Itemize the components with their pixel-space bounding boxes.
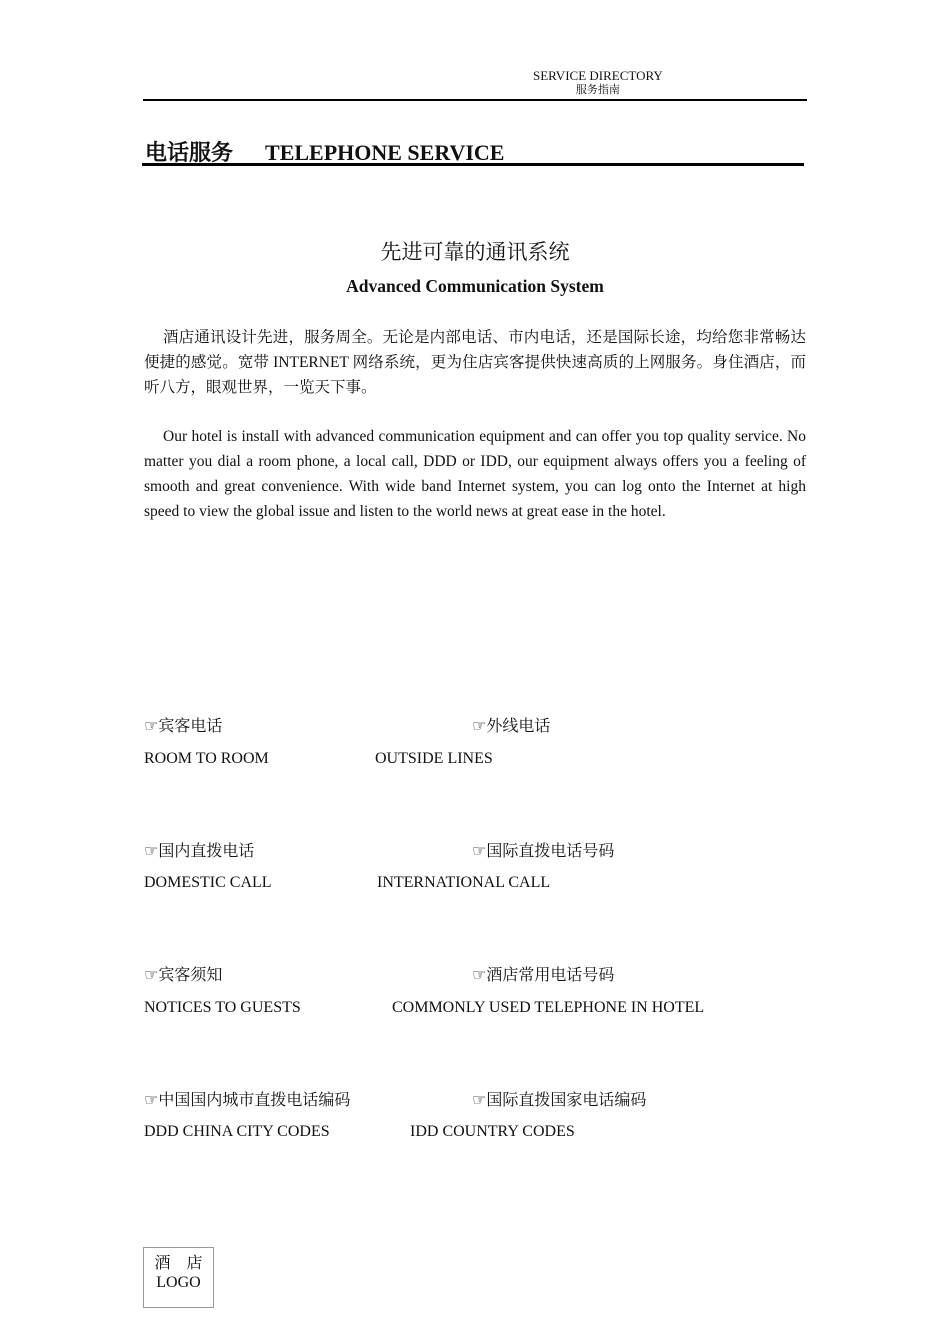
service-label-cn: 外线电话 bbox=[486, 718, 551, 735]
logo-line-cn: 酒 店 bbox=[154, 1255, 203, 1272]
hotel-logo-placeholder bbox=[143, 1247, 214, 1308]
service-label-cn: 中国国内城市直拨电话编码 bbox=[158, 1092, 351, 1109]
service-label-cn: 宾客电话 bbox=[158, 718, 223, 735]
service-item-domestic-call-cn[interactable] bbox=[144, 838, 254, 861]
pointing-hand-icon: ☞ bbox=[472, 716, 487, 735]
intro-paragraph-en: Our hotel is install with advanced communication equipment and can offer you top quality service. No matter you dial a room phone, a local call, DDD or IDD, our equipment always offers you a feeling of smooth and great convenience. With wide band Internet system, you can log onto the Internet at high speed to view the global issue and listen to the world news at great ease in the hotel. bbox=[144, 428, 806, 520]
pointing-hand-icon: ☞ bbox=[472, 1090, 487, 1109]
service-label-cn: 酒店常用电话号码 bbox=[486, 967, 615, 984]
service-item-ddd-codes-cn[interactable] bbox=[144, 1087, 350, 1110]
service-item-outside-lines-cn[interactable] bbox=[472, 713, 550, 736]
service-item-domestic-call-en[interactable]: DOMESTIC CALL bbox=[144, 874, 272, 891]
pointing-hand-icon: ☞ bbox=[144, 716, 159, 735]
logo-line-en: LOGO bbox=[156, 1274, 201, 1291]
header-title-en: SERVICE DIRECTORY bbox=[533, 68, 663, 83]
header-divider bbox=[143, 99, 807, 101]
service-item-room-to-room-en[interactable]: ROOM TO ROOM bbox=[144, 750, 269, 767]
intro-heading-cn: 先进可靠的通讯系统 bbox=[380, 240, 570, 264]
service-label-cn: 国际直拨国家电话编码 bbox=[486, 1092, 647, 1109]
service-item-notices-en[interactable]: NOTICES TO GUESTS bbox=[144, 999, 301, 1016]
service-item-hotel-phones-cn[interactable] bbox=[472, 962, 614, 985]
intro-heading-en: Advanced Communication System bbox=[346, 276, 604, 296]
service-label-cn: 宾客须知 bbox=[158, 967, 223, 984]
service-item-room-to-room-cn[interactable] bbox=[144, 713, 222, 736]
running-header bbox=[533, 68, 663, 97]
service-item-international-call-cn[interactable] bbox=[472, 838, 614, 861]
pointing-hand-icon: ☞ bbox=[144, 1090, 159, 1109]
section-title-en: TELEPHONE SERVICE bbox=[265, 140, 505, 165]
service-item-outside-lines-en[interactable]: OUTSIDE LINES bbox=[375, 750, 493, 767]
service-item-idd-codes-cn[interactable] bbox=[472, 1087, 646, 1110]
section-divider bbox=[142, 163, 804, 166]
pointing-hand-icon: ☞ bbox=[144, 841, 159, 860]
service-item-ddd-codes-en[interactable]: DDD CHINA CITY CODES bbox=[144, 1123, 330, 1140]
section-title-cn: 电话服务 bbox=[145, 140, 234, 165]
pointing-hand-icon: ☞ bbox=[472, 841, 487, 860]
pointing-hand-icon: ☞ bbox=[144, 965, 159, 984]
pointing-hand-icon: ☞ bbox=[472, 965, 487, 984]
service-item-notices-cn[interactable] bbox=[144, 962, 222, 985]
header-title-cn: 服务指南 bbox=[575, 84, 620, 96]
service-label-cn: 国内直拨电话 bbox=[158, 843, 255, 860]
service-label-cn: 国际直拨电话号码 bbox=[486, 843, 615, 860]
service-item-international-call-en[interactable]: INTERNATIONAL CALL bbox=[377, 874, 551, 891]
service-item-idd-codes-en[interactable]: IDD COUNTRY CODES bbox=[410, 1123, 575, 1140]
intro-paragraph-cn: 酒店通讯设计先进，服务周全。无论是内部电话、市内电话，还是国际长途，均给您非常畅达便捷的感觉。宽带 INTERNET 网络系统，更为住店宾客提供快速高质的上网服务。身住酒店，而听八方，眼观世界，一览天下事。 bbox=[144, 329, 806, 396]
service-item-hotel-phones-en[interactable]: COMMONLY USED TELEPHONE IN HOTEL bbox=[392, 999, 705, 1016]
